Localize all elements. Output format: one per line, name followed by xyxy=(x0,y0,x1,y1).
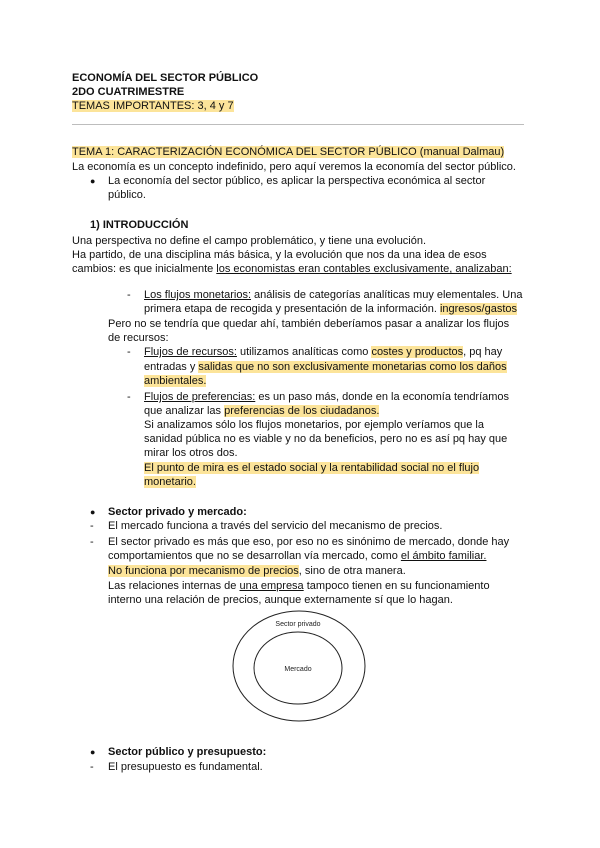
dash-marker: - xyxy=(90,761,94,773)
underlined-text: el ámbito familiar. xyxy=(400,550,487,562)
dash-marker: - xyxy=(90,536,94,548)
course-title: ECONOMÍA DEL SECTOR PÚBLICO xyxy=(72,72,259,84)
tema1-bullet-line2: público. xyxy=(108,189,146,201)
text-run: es un paso más, donde en la economía tendríamos xyxy=(255,391,510,403)
paragraph-line: Una perspectiva no define el campo problemático, y tiene una evolución. xyxy=(72,235,427,247)
highlighted-text: El punto de mira es el estado social y la rentabilidad social no el flujo xyxy=(144,462,480,474)
text-run: Las relaciones internas de xyxy=(108,580,240,592)
paragraph-line: de recursos: xyxy=(108,332,169,344)
important-topics-text: TEMAS IMPORTANTES: 3, 4 y 7 xyxy=(72,100,234,112)
highlighted-text: ambientales. xyxy=(144,375,207,387)
highlighted-text: No funciona por mecanismo de precios xyxy=(108,565,299,577)
bullet-icon: ● xyxy=(90,747,96,757)
dash-marker: - xyxy=(127,346,131,358)
text-run: análisis de categorías analíticas muy elementales. Una xyxy=(251,289,523,301)
section-heading-sector-publico: Sector público y presupuesto: xyxy=(108,746,267,758)
bullet-icon: ● xyxy=(90,176,96,186)
list-item-line: mirar los otros dos. xyxy=(144,447,238,459)
highlighted-text: ingresos/gastos xyxy=(439,303,517,315)
dash-marker: - xyxy=(127,289,131,301)
section-heading-introduccion: 1) INTRODUCCIÓN xyxy=(90,219,189,231)
list-item-line: Si analizamos sólo los flujos monetarios, por ejemplo veríamos que la xyxy=(144,419,484,431)
underlined-text: Los flujos monetarios: xyxy=(144,289,251,301)
tema1-intro: La economía es un concepto indefinido, pero aquí veremos la economía del sector público. xyxy=(72,161,516,173)
text-run: entradas y xyxy=(144,361,199,373)
list-item-line: El presupuesto es fundamental. xyxy=(108,761,263,773)
sector-privado-label: Sector privado xyxy=(275,621,321,628)
list-item-line: El sector privado es más que eso, por eso no es sinónimo de mercado, donde hay xyxy=(108,536,510,548)
text-run: utilizamos analíticas como xyxy=(236,346,372,358)
highlighted-text: salidas que no son exclusivamente monetarias como los daños xyxy=(198,361,507,373)
text-run: cambios: es que inicialmente xyxy=(72,263,217,275)
highlighted-text: preferencias de los ciudadanos. xyxy=(224,405,380,417)
underlined-text: Flujos de preferencias: xyxy=(144,391,256,403)
underlined-text: Flujos de recursos: xyxy=(144,346,237,358)
text-run: , pq hay xyxy=(463,346,503,358)
paragraph-line: Ha partido, de una disciplina más básica, y la evolución que nos da una idea de esos xyxy=(72,249,487,261)
text-run: comportamientos que no se desarrollan vía mercado, como xyxy=(108,550,401,562)
text-run: tampoco tienen en su funcionamiento xyxy=(303,580,490,592)
text-run: primera etapa de recogida y presentación de la información. xyxy=(144,303,440,315)
list-item-line: sanidad pública no es viable y no da beneficios, pero no es así pq hay que xyxy=(144,433,508,445)
tema1-title-text: TEMA 1: CARACTERIZACIÓN ECONÓMICA DEL SECTOR PÚBLICO (manual Dalmau) xyxy=(72,146,505,158)
bullet-icon: ● xyxy=(90,507,96,517)
section-heading-sector-privado: Sector privado y mercado: xyxy=(108,506,247,518)
dash-marker: - xyxy=(127,391,131,403)
text-run: , sino de otra manera. xyxy=(298,565,406,577)
highlighted-text: monetario. xyxy=(144,476,196,488)
highlighted-text: costes y productos xyxy=(371,346,464,358)
paragraph-line: Pero no se tendría que quedar ahí, también deberíamos pasar a analizar los flujos xyxy=(108,318,510,330)
highlighted-text: El mercado funciona a través del servicio del mecanismo de precios. xyxy=(108,520,443,532)
dash-marker: - xyxy=(90,520,94,532)
underlined-text: los economistas eran contables exclusivamente, analizaban: xyxy=(216,263,512,275)
list-item-line: interno una relación de precios, aunque externamente sí que lo hagan. xyxy=(108,594,453,606)
underlined-text: una empresa xyxy=(239,580,304,592)
term-label: 2DO CUATRIMESTRE xyxy=(72,86,185,98)
tema1-bullet-line1: La economía del sector público, es aplicar la perspectiva económica al sector xyxy=(108,175,486,187)
mercado-label: Mercado xyxy=(284,666,312,673)
text-run: que analizar las xyxy=(144,405,225,417)
